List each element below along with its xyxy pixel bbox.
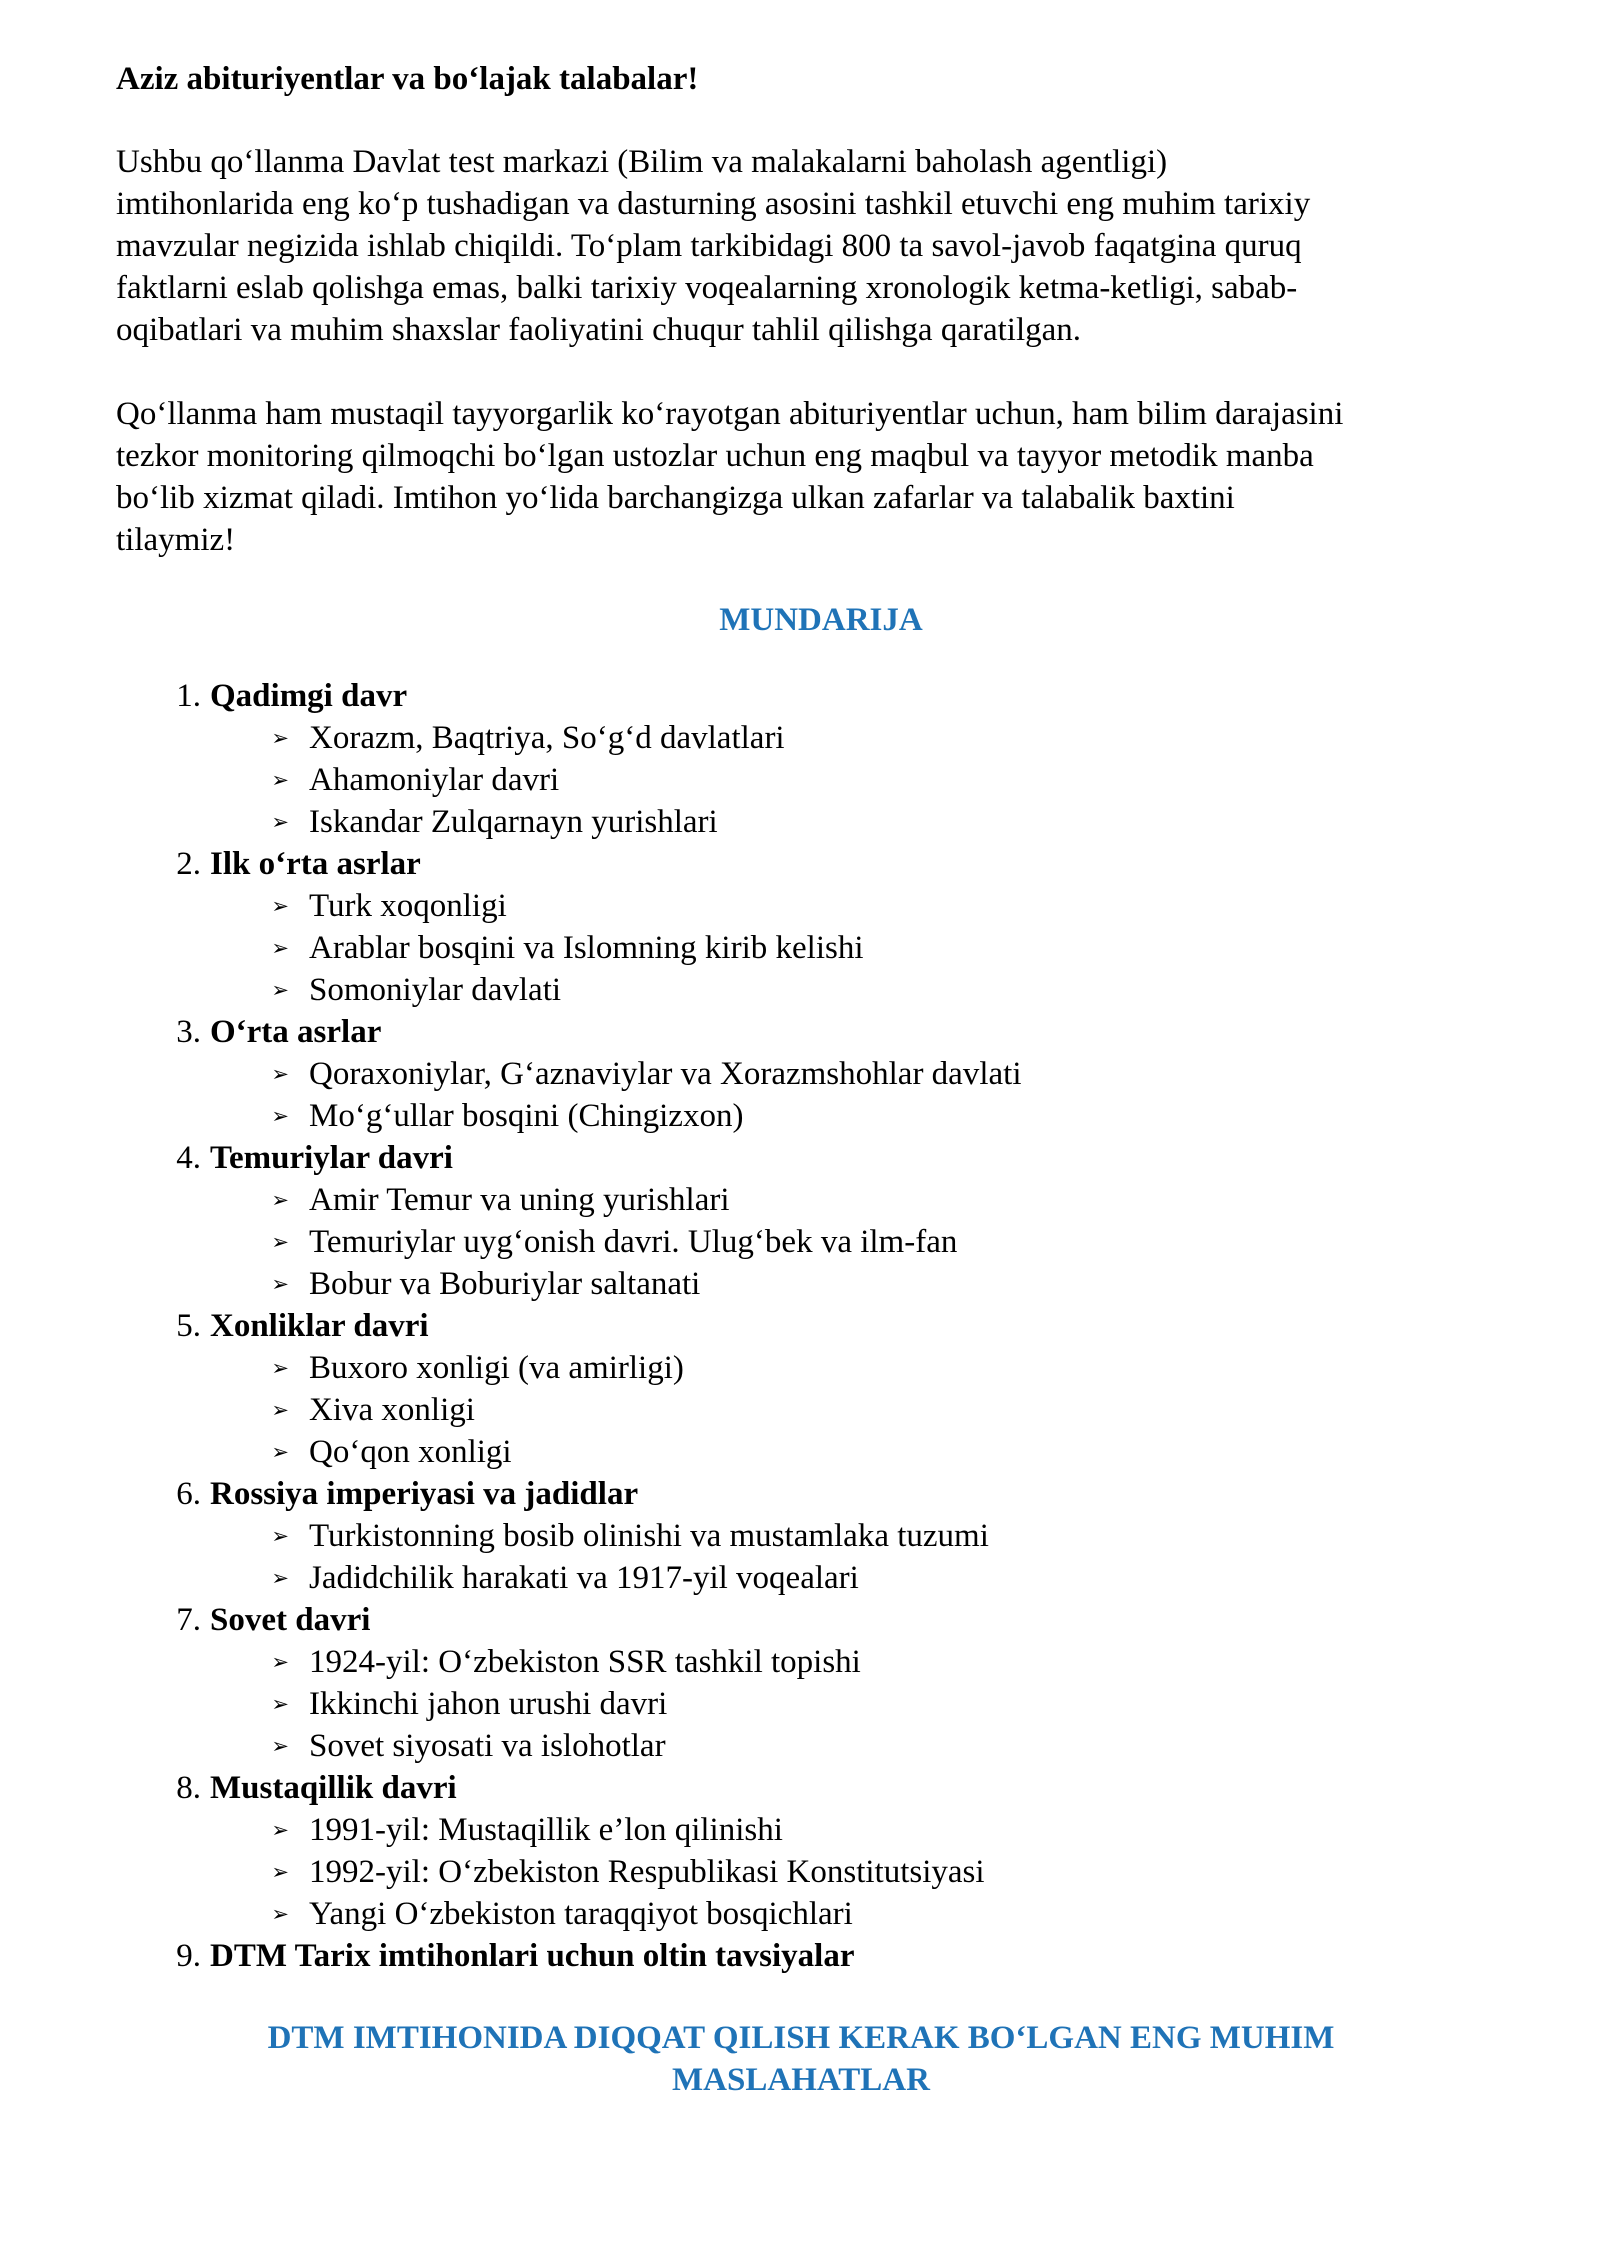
toc-subitem [116, 969, 1486, 1011]
toc-subitems [116, 1053, 1486, 1137]
toc-section-number: 9. [176, 1938, 201, 1974]
arrow-bullet-icon: ➢ [271, 1860, 289, 1884]
toc-subitems [116, 885, 1486, 1011]
toc-section-number: 3. [176, 1014, 201, 1050]
toc-subitem [116, 1809, 1486, 1851]
toc-section-row [116, 843, 1486, 885]
toc-section-title: Sovet davri [210, 1602, 371, 1638]
toc-subitem [116, 801, 1486, 843]
toc-subitem [116, 1389, 1486, 1431]
toc-section [116, 1767, 1486, 1935]
toc-section-title: Rossiya imperiyasi va jadidlar [210, 1476, 639, 1512]
toc-section-row [116, 1473, 1486, 1515]
toc-subitem-label: Temuriylar uyg‘onish davri. Ulug‘bek va ilm-fan [309, 1224, 958, 1260]
toc-section-row [116, 1011, 1486, 1053]
arrow-bullet-icon: ➢ [271, 1650, 289, 1674]
arrow-bullet-icon: ➢ [271, 1734, 289, 1758]
toc-section-row [116, 675, 1486, 717]
toc-section [116, 1935, 1486, 1977]
toc-section-row [116, 1767, 1486, 1809]
toc-subitem-label: Iskandar Zulqarnayn yurishlari [309, 804, 718, 840]
toc-subitem-label: Buxoro xonligi (va amirligi) [309, 1350, 684, 1386]
toc-subitem [116, 1095, 1486, 1137]
toc-subitem [116, 1641, 1486, 1683]
toc-section-title: Mustaqillik davri [210, 1770, 457, 1806]
toc-section-row [116, 1599, 1486, 1641]
toc-section-title: DTM Tarix imtihonlari uchun oltin tavsiyalar [210, 1938, 855, 1974]
toc-subitem [116, 1515, 1486, 1557]
toc-subitems [116, 1347, 1486, 1473]
toc-section-number: 7. [176, 1602, 201, 1638]
toc-subitem-label: Ikkinchi jahon urushi davri [309, 1686, 668, 1722]
table-of-contents [116, 675, 1486, 1977]
toc-subitem-label: Ahamoniylar davri [309, 762, 560, 798]
arrow-bullet-icon: ➢ [271, 936, 289, 960]
toc-subitems [116, 1641, 1486, 1767]
toc-subitem-label: Qoraxoniylar, G‘aznaviylar va Xorazmshohlar davlati [309, 1056, 1022, 1092]
toc-subitem-label: Yangi O‘zbekiston taraqqiyot bosqichlari [309, 1896, 853, 1932]
toc-section-number: 6. [176, 1476, 201, 1512]
toc-section-row [116, 1137, 1486, 1179]
toc-section-number: 4. [176, 1140, 201, 1176]
arrow-bullet-icon: ➢ [271, 1692, 289, 1716]
document-page [116, 50, 1486, 2101]
arrow-bullet-icon: ➢ [271, 810, 289, 834]
toc-subitem [116, 1263, 1486, 1305]
toc-subitem [116, 1179, 1486, 1221]
toc-section-title: O‘rta asrlar [210, 1014, 382, 1050]
toc-subitem-label: 1924-yil: O‘zbekiston SSR tashkil topishi [309, 1644, 861, 1680]
toc-subitem-label: Xiva xonligi [309, 1392, 475, 1428]
arrow-bullet-icon: ➢ [271, 894, 289, 918]
toc-subitem-label: Xorazm, Baqtriya, So‘g‘d davlatlari [309, 720, 785, 756]
arrow-bullet-icon: ➢ [271, 978, 289, 1002]
toc-subitem-label: Arablar bosqini va Islomning kirib kelishi [309, 930, 864, 966]
toc-subitems [116, 1515, 1486, 1599]
toc-subitem [116, 1851, 1486, 1893]
arrow-bullet-icon: ➢ [271, 768, 289, 792]
toc-subitem [116, 1053, 1486, 1095]
toc-subitem [116, 885, 1486, 927]
greeting: Aziz abituriyentlar va bo‘lajak talabalar! [116, 61, 699, 97]
toc-section [116, 675, 1486, 843]
toc-section [116, 843, 1486, 1011]
toc-subitem-label: Jadidchilik harakati va 1917-yil voqealari [309, 1560, 859, 1596]
toc-subitems [116, 1809, 1486, 1935]
toc-subitem [116, 1431, 1486, 1473]
toc-subitems [116, 717, 1486, 843]
toc-section-number: 5. [176, 1308, 201, 1344]
toc-section-number: 8. [176, 1770, 201, 1806]
toc-section [116, 1305, 1486, 1473]
arrow-bullet-icon: ➢ [271, 1272, 289, 1296]
arrow-bullet-icon: ➢ [271, 1356, 289, 1380]
toc-section-title: Temuriylar davri [210, 1140, 453, 1176]
intro-paragraph-2: Qo‘llanma ham mustaqil tayyorgarlik ko‘rayotgan abituriyentlar uchun, ham bilim darajasini tezkor monitoring qilmoqchi bo‘lgan ustozlar uchun eng maqbul va tayyor metodik manba bo‘lib xizmat qiladi. Imtihon yo‘lida barchangizga ulkan zafarlar va talabalik baxtini tilaymiz! [116, 396, 1344, 558]
arrow-bullet-icon: ➢ [271, 1398, 289, 1422]
toc-subitem-label: 1991-yil: Mustaqillik e’lon qilinishi [309, 1812, 783, 1848]
toc-subitem [116, 1557, 1486, 1599]
toc-subitem [116, 1347, 1486, 1389]
toc-section-number: 2. [176, 846, 201, 882]
arrow-bullet-icon: ➢ [271, 726, 289, 750]
toc-subitem [116, 1725, 1486, 1767]
toc-section-title: Qadimgi davr [210, 678, 408, 714]
toc-section-row [116, 1305, 1486, 1347]
toc-subitem [116, 1683, 1486, 1725]
arrow-bullet-icon: ➢ [271, 1062, 289, 1086]
toc-subitem [116, 1893, 1486, 1935]
toc-subitem [116, 717, 1486, 759]
toc-heading: MUNDARIJA [719, 602, 923, 638]
arrow-bullet-icon: ➢ [271, 1566, 289, 1590]
toc-subitem [116, 927, 1486, 969]
toc-section [116, 1599, 1486, 1767]
toc-section-number: 1. [176, 678, 201, 714]
toc-subitems [116, 1179, 1486, 1305]
toc-subitem-label: Turk xoqonligi [309, 888, 507, 924]
toc-subitem-label: 1992-yil: O‘zbekiston Respublikasi Konstitutsiyasi [309, 1854, 985, 1890]
toc-subitem-label: Bobur va Boburiylar saltanati [309, 1266, 701, 1302]
tips-heading: DTM IMTIHONIDA DIQQAT QILISH KERAK BO‘LGAN ENG MUHIM MASLAHATLAR [267, 2020, 1335, 2098]
arrow-bullet-icon: ➢ [271, 1104, 289, 1128]
arrow-bullet-icon: ➢ [271, 1818, 289, 1842]
toc-subitem-label: Sovet siyosati va islohotlar [309, 1728, 666, 1764]
toc-subitem-label: Qo‘qon xonligi [309, 1434, 512, 1470]
toc-subitem-label: Turkistonning bosib olinishi va mustamlaka tuzumi [309, 1518, 989, 1554]
arrow-bullet-icon: ➢ [271, 1188, 289, 1212]
toc-subitem-label: Somoniylar davlati [309, 972, 562, 1008]
toc-subitem [116, 1221, 1486, 1263]
arrow-bullet-icon: ➢ [271, 1524, 289, 1548]
toc-section-row [116, 1935, 1486, 1977]
arrow-bullet-icon: ➢ [271, 1230, 289, 1254]
toc-section [116, 1011, 1486, 1137]
arrow-bullet-icon: ➢ [271, 1902, 289, 1926]
toc-subitem-label: Mo‘g‘ullar bosqini (Chingizxon) [309, 1098, 744, 1134]
toc-section-title: Ilk o‘rta asrlar [210, 846, 421, 882]
toc-subitem [116, 759, 1486, 801]
toc-section [116, 1137, 1486, 1305]
toc-subitem-label: Amir Temur va uning yurishlari [309, 1182, 730, 1218]
intro-paragraph-1: Ushbu qo‘llanma Davlat test markazi (Bilim va malakalarni baholash agentligi) imtihonlarida eng ko‘p tushadigan va dasturning asosini tashkil etuvchi eng muhim tarixiy mavzular negizida ishlab chiqildi. To‘plam tarkibidagi 800 ta savol-javob faqatgina quruq faktlarni eslab qolishga emas, balki tarixiy voqealarning xronologik ketma-ketligi, sabab- oqibatlari va muhim shaxslar faoliyatini chuqur tahlil qilishga qaratilgan. [116, 144, 1311, 348]
toc-section [116, 1473, 1486, 1599]
toc-section-title: Xonliklar davri [210, 1308, 429, 1344]
arrow-bullet-icon: ➢ [271, 1440, 289, 1464]
